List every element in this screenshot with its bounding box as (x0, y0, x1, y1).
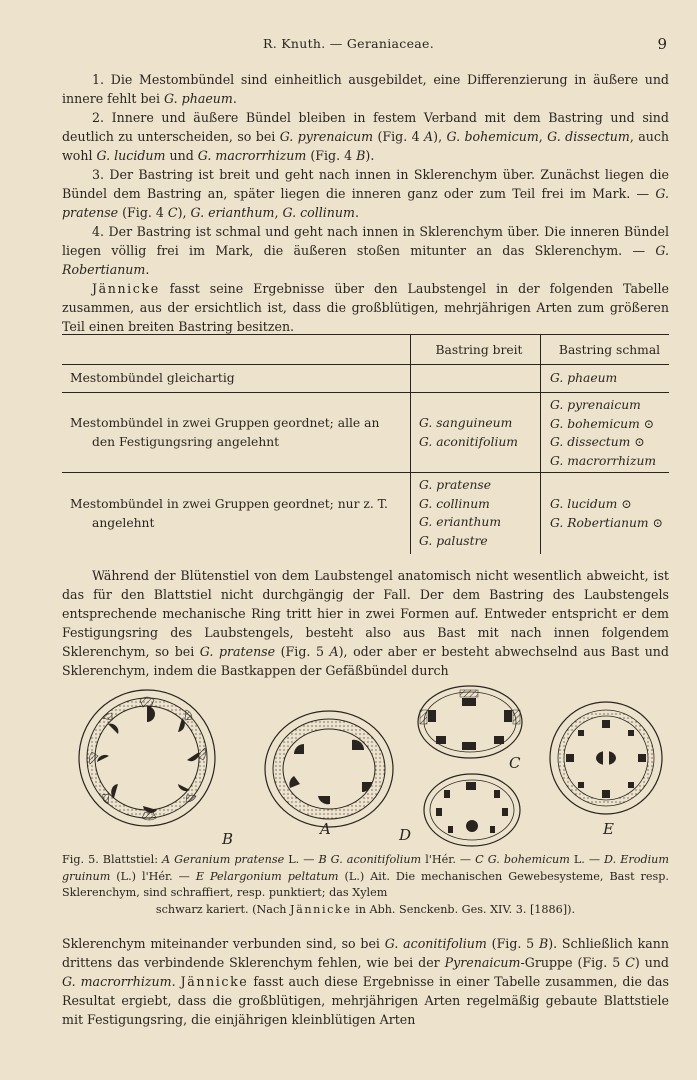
page-number: 9 (657, 35, 667, 53)
results-table (62, 334, 669, 556)
table-vrule (410, 334, 411, 366)
list-item-4: 4. Der Bastring ist schmal und geht nach innen in Sklerenchym über. Die inneren Bündel liegen völlig frei im Mark, die äußeren stoßen mitunter an das Sklerenchym. — G. Robertianum. (62, 224, 669, 277)
cross-section-A (265, 711, 393, 827)
row-label: Mestombündel gleichartig (70, 371, 235, 385)
table-cell: G. sanguineum G. aconitifolium (419, 416, 518, 449)
table-cell: G. pyrenaicum G. bohemicum ⊙ G. dissectum ⊙ G. macrorrhizum (550, 398, 657, 468)
paragraph-jaennicke: Jännicke fasst seine Ergebnisse über den Laubstengel in der folgenden Tabelle zusammen, aus der ersichtlich ist, dass die großblütigen, mehrjährigen Arten zum größeren Teil einen breiten Bastring besitzen. (62, 281, 669, 334)
table-cell: G. lucidum ⊙ G. Robertianum ⊙ (550, 497, 663, 530)
figure-label-B: B (222, 830, 234, 848)
table-rule (62, 392, 669, 393)
running-header (0, 36, 697, 56)
cross-section-C (418, 686, 522, 758)
row-label: Mestombündel in zwei Gruppen geordnet; nur z. T. angelehnt (70, 497, 388, 530)
running-title: R. Knuth. — Geraniaceae. (262, 36, 435, 51)
figure-label-A: A (320, 820, 331, 838)
table-rule (62, 472, 669, 473)
row-label: Mestombündel in zwei Gruppen geordnet; alle an den Festigungsring angelehnt (70, 416, 380, 449)
figure-5 (62, 680, 669, 850)
cross-section-B (79, 690, 215, 826)
list-item-3: 3. Der Bastring ist breit und geht nach innen in Sklerenchym über. Zunächst liegen die Bündel dem Bastring an, später liegen die inneren ganz oder zum Teil frei im Mark. — G. pratense (Fig. 4 C), G. erianthum, G. collinum. (62, 167, 669, 220)
list-item-1: 1. Die Mestombündel sind einheitlich ausgebildet, eine Differenzierung in äußere und innere fehlt bei G. phaeum. (62, 72, 669, 106)
figure-5-drawing (62, 680, 669, 850)
table-vrule (540, 364, 541, 392)
list-item-2: 2. Innere und äußere Bündel bleiben in festem Verband mit dem Bastring und sind deutlich zu unterscheiden, so bei G. pyrenaicum (Fig. 4 A), G. bohemicum, G. dissectum, auch wohl G. lucidum und G. macrorrhizum (Fig. 4 B). (62, 110, 669, 163)
table-vrule (410, 392, 411, 472)
table-cell: G. phaeum (550, 371, 618, 385)
table-vrule (410, 472, 411, 554)
figure-label-E: E (603, 820, 614, 838)
table-rule-top (62, 334, 669, 335)
table-rule-header (62, 364, 669, 365)
table-vrule (540, 472, 541, 554)
cross-section-E (550, 702, 662, 814)
paragraph-final: Sklerenchym miteinander verbunden sind, so bei G. aconitifolium (Fig. 5 B). Schließlich kann drittens das verbindende Sklerenchym fehlen, wie bei der Pyrenaicum-Gruppe (Fig. 5 C) und G. macrorrhizum. Jännicke fasst auch diese Ergebnisse in einer Tabelle zusammen, die das Resultat ergiebt, dass die großblütigen, mehrjährigen Arten regelmäßig gebaute Blattstiele mit Festigungsring, die einjährigen kleinblütigen Arten (62, 936, 670, 1027)
table-cell: G. pratense G. collinum G. erianthum G. palustre (419, 478, 501, 548)
figure-caption: Fig. 5. Blattstiel: A Geranium pratense L. — B G. aconitifolium l'Hér. — C G. bohemicum L. — D. Erodium gruinum (L.) l'Hér. — E Pelargonium peltatum (L.) Ait. Die mechanischen Gewebesysteme, Bast resp. Sklerenchym, sind schraffiert, resp. punktiert; das Xylem schwarz kariert. (Nach Jännicke in Abh. Senckenb. Ges. XIV. 3. [1886]). (62, 853, 669, 916)
col-header-schmal: Bastring schmal (558, 343, 661, 357)
figure-label-D: D (399, 826, 412, 844)
table-vrule (540, 392, 541, 472)
cross-section-D (424, 774, 520, 846)
figure-label-C: C (509, 754, 521, 772)
table-vrule (540, 334, 541, 366)
numbered-list (62, 70, 669, 336)
col-header-breit: Bastring breit (435, 343, 523, 357)
table-vrule (410, 364, 411, 392)
paragraph-bluetenstiel: Während der Blütenstiel von dem Laubstengel anatomisch nicht wesentlich abweicht, ist das für den Blattstiel nicht durchgängig der Fall. Der dem Bastring des Laubstengels entsprechende mechanische Ring tritt hier in zwei Formen auf. Entweder entspricht er dem Festigungsring des Laubstengels, besteht also aus Bast mit nach innen folgendem Sklerenchym, so bei G. pratense (Fig. 5 A), oder aber er besteht abwechselnd aus Bast und Sklerenchym, indem die Bastkappen der Gefäßbündel durch (62, 568, 669, 678)
